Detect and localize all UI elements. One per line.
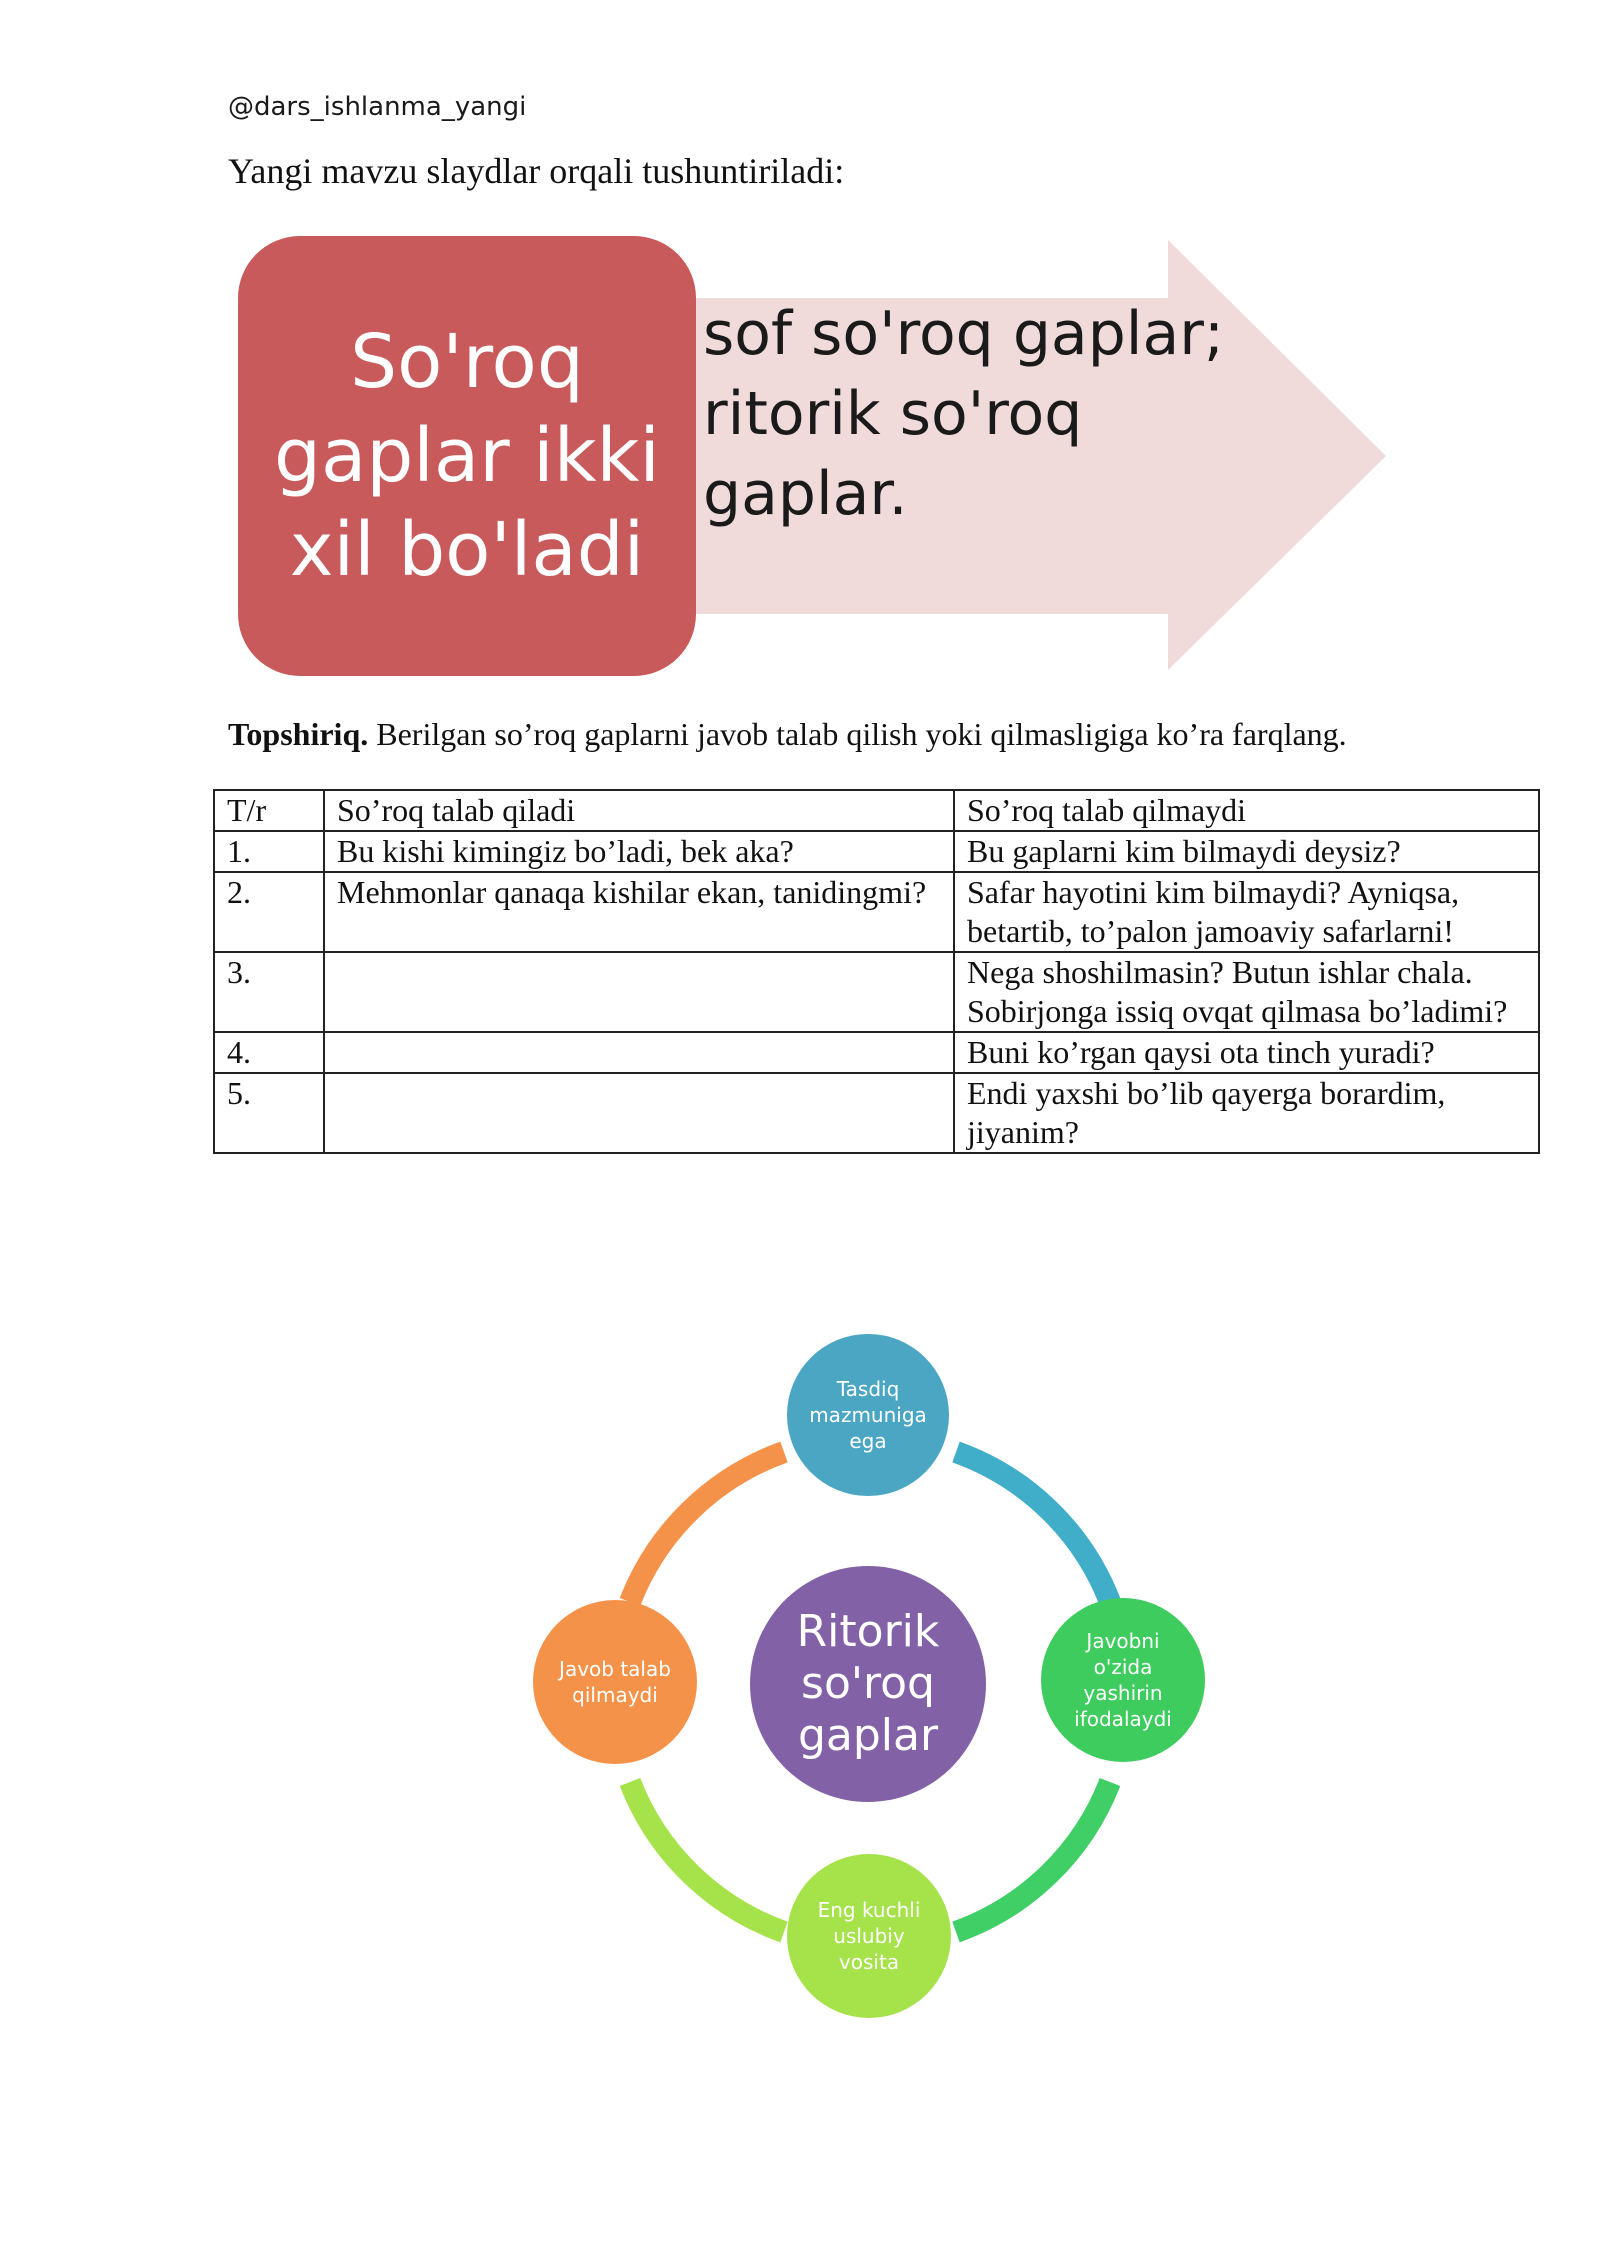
- table-header-row: [214, 790, 1539, 831]
- rhetorical-cycle-diagram: [520, 1340, 1220, 2040]
- intro-text: Yangi mavzu slaydlar orqali tushuntiriladi:: [228, 151, 845, 191]
- table-cell: Bu gaplarni kim bilmaydi deysiz?: [954, 831, 1539, 872]
- task-label: Topshiriq.: [228, 716, 369, 752]
- header-cell: T/r: [214, 790, 324, 831]
- table-cell: Endi yaxshi bo’lib qayerga borardim, jiyanim?: [954, 1073, 1539, 1153]
- table-cell: 1.: [214, 831, 324, 872]
- node-top: [787, 1334, 949, 1496]
- node-right-label: Javobni o'zida yashirin ifodalaydi: [1074, 1629, 1172, 1731]
- table-row: [214, 952, 1539, 1032]
- table-cell: Mehmonlar qanaqa kishilar ekan, tanidingmi?: [324, 872, 954, 952]
- table-row: [214, 1032, 1539, 1073]
- red-title-box: [238, 236, 696, 676]
- task-paragraph: [228, 716, 1528, 753]
- node-right: [1041, 1598, 1205, 1762]
- node-top-label: Tasdiq mazmuniga ega: [809, 1377, 927, 1453]
- table-row: [214, 872, 1539, 952]
- box-line: gaplar ikki: [274, 413, 660, 499]
- task-text: Berilgan so’roq gaplarni javob talab qilish yoki qilmasligiga ko’ra farqlang.: [368, 716, 1347, 752]
- box-line: xil bo'ladi: [289, 507, 645, 593]
- table-cell: Buni ko’rgan qaysi ota tinch yuradi?: [954, 1032, 1539, 1073]
- header-cell: So’roq talab qilmaydi: [954, 790, 1539, 831]
- channel-handle: @dars_ishlanma_yangi: [228, 92, 527, 122]
- table-cell: 2.: [214, 872, 324, 952]
- table-cell: 4.: [214, 1032, 324, 1073]
- table-row: [214, 1073, 1539, 1153]
- table-cell: Safar hayotini kim bilmaydi? Ayniqsa, betartib, to’palon jamoaviy safarlarni!: [954, 872, 1539, 952]
- box-line: So'roq: [350, 319, 584, 405]
- table-cell: Bu kishi kimingiz bo’ladi, bek aka?: [324, 831, 954, 872]
- header-cell: So’roq talab qiladi: [324, 790, 954, 831]
- center-label: Ritorik so'roq gaplar: [796, 1606, 940, 1761]
- table-cell: 5.: [214, 1073, 324, 1153]
- node-left-label: Javob talab qilmaydi: [559, 1657, 671, 1707]
- arrow-line: ritorik so'roq: [703, 379, 1083, 449]
- arrow-line: sof so'roq gaplar;: [703, 299, 1225, 369]
- node-left: [533, 1600, 697, 1764]
- table-row: [214, 831, 1539, 872]
- questions-table: [213, 789, 1540, 1154]
- table-cell: [324, 1073, 954, 1153]
- table-cell: [324, 952, 954, 1032]
- center-node: [750, 1566, 986, 1802]
- node-bottom-label: Eng kuchli uslubiy vosita: [817, 1898, 921, 1974]
- arrow-line: gaplar.: [703, 459, 908, 529]
- table-cell: [324, 1032, 954, 1073]
- table-cell: 3.: [214, 952, 324, 1032]
- types-slide: [238, 236, 1398, 676]
- table-cell: Nega shoshilmasin? Butun ishlar chala. Sobirjonga issiq ovqat qilmasa bo’ladimi?: [954, 952, 1539, 1032]
- node-bottom: [787, 1854, 951, 2018]
- arrow-text: [703, 294, 1263, 534]
